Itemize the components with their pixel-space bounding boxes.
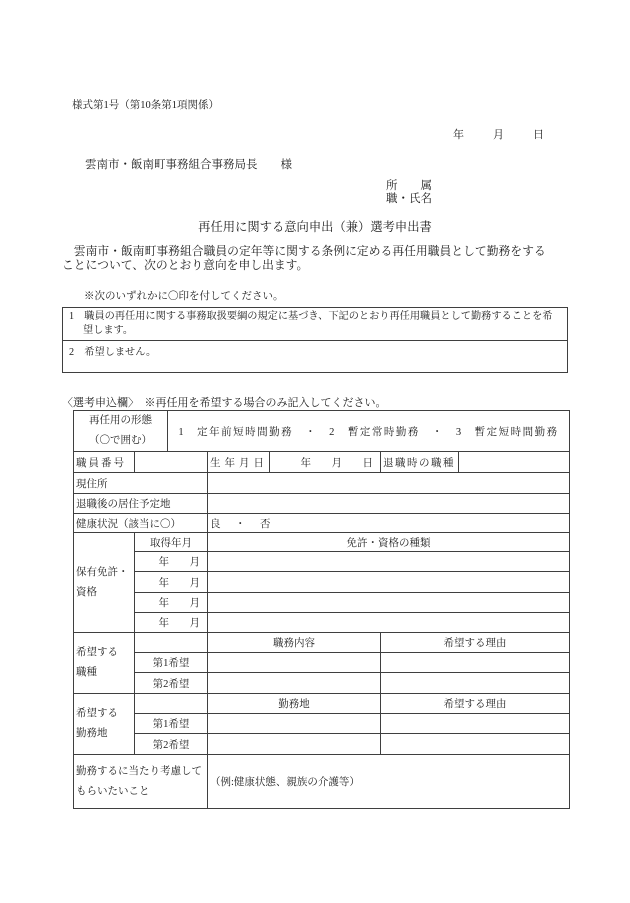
name-label: 職・氏名 xyxy=(386,192,432,205)
intention-options-box xyxy=(62,307,568,373)
row-license-1 xyxy=(74,552,570,572)
option1-line-2: 望します。 xyxy=(83,324,134,336)
option2-line: 2 希望しません。 xyxy=(69,347,157,358)
location-choice2-content-field xyxy=(208,734,381,755)
license-type-field-2 xyxy=(208,572,570,593)
option-wish-to-work xyxy=(63,308,567,341)
desired-location-label-line2: 勤務地 xyxy=(76,728,108,739)
licenses-label-line2: 資格 xyxy=(76,586,97,598)
considerations-label-line2: もらいたいこと xyxy=(76,785,150,797)
location-reason-label: 希望する理由 xyxy=(381,694,570,714)
desired-location-label xyxy=(74,694,135,755)
desired-job-label-line1: 希望する xyxy=(76,647,118,658)
row-post-retirement-address xyxy=(74,494,570,514)
job-choice2-label: 第2希望 xyxy=(135,673,208,694)
job-choice1-label: 第1希望 xyxy=(135,653,208,673)
job-reason-label: 希望する理由 xyxy=(381,633,570,653)
job-content-label: 職務内容 xyxy=(208,633,381,653)
location-content-label: 勤務地 xyxy=(208,694,381,714)
row-current-address xyxy=(74,473,570,494)
post-retirement-address-label: 退職後の居住予定地 xyxy=(74,494,208,514)
license-type-field-4 xyxy=(208,613,570,633)
row-license-4 xyxy=(74,613,570,633)
retirement-job-field xyxy=(459,452,570,473)
document-title: 再任用に関する意向申出（兼）選考申出書 xyxy=(198,220,432,234)
row-considerations xyxy=(74,755,570,809)
circle-instruction-note: ※次のいずれかに〇印を付してください。 xyxy=(84,291,284,302)
location-choice1-label: 第1希望 xyxy=(135,714,208,734)
reemployment-form-label-line2: （〇で囲む） xyxy=(89,435,152,446)
license-yearmonth-3: 年 月 xyxy=(135,593,208,613)
license-yearmonth-4: 年 月 xyxy=(135,613,208,633)
row-desired-job-choice2 xyxy=(74,673,570,694)
license-yearmonth-1: 年 月 xyxy=(135,552,208,572)
desired-location-spacer-cell xyxy=(135,694,208,714)
body-line-1: 雲南市・飯南町事務組合職員の定年等に関する条例に定める再任用職員として勤務をする xyxy=(62,244,546,258)
row-employee-info xyxy=(74,452,570,473)
employee-number-field xyxy=(135,452,208,473)
health-label: 健康状況（該当に〇） xyxy=(74,514,208,533)
reemployment-form-label xyxy=(74,411,168,452)
license-type-field-1 xyxy=(208,552,570,572)
post-retirement-address-field xyxy=(208,494,570,514)
option-do-not-wish xyxy=(63,341,567,372)
health-options: 良 ・ 否 xyxy=(208,514,570,533)
location-choice1-reason-field xyxy=(381,714,570,734)
location-choice1-content-field xyxy=(208,714,381,734)
addressee-line: 雲南市・飯南町事務組合事務局長 様 xyxy=(85,159,292,171)
desired-job-label xyxy=(74,633,135,694)
row-reemployment-form xyxy=(74,411,570,452)
reemployment-form-options: 1 定年前短時間勤務 ・ 2 暫定常時勤務 ・ 3 暫定短時間勤務 xyxy=(168,411,570,452)
considerations-label xyxy=(74,755,208,809)
considerations-label-line1: 勤務するに当たり考慮して xyxy=(76,765,202,777)
body-line-2: ことについて、次のとおり意向を申し出ます。 xyxy=(62,258,309,272)
affiliation-label: 所 属 xyxy=(386,180,432,192)
current-address-label: 現住所 xyxy=(74,473,208,494)
job-choice2-reason-field xyxy=(381,673,570,694)
row-health xyxy=(74,514,570,533)
row-desired-location-header xyxy=(74,694,570,714)
row-license-2 xyxy=(74,572,570,593)
row-desired-location-choice2 xyxy=(74,734,570,755)
license-acquired-label: 取得年月 xyxy=(135,533,208,552)
considerations-field: （例:健康状態、親族の介護等） xyxy=(208,755,570,809)
licenses-label xyxy=(74,533,135,633)
desired-job-label-line2: 職種 xyxy=(76,667,97,678)
row-license-header xyxy=(74,533,570,552)
license-yearmonth-2: 年 月 xyxy=(135,572,208,593)
signer-block xyxy=(386,180,432,205)
license-type-label: 免許・資格の種類 xyxy=(208,533,570,552)
birth-date-label: 生年月日 xyxy=(208,452,270,473)
desired-job-spacer-cell xyxy=(135,633,208,653)
desired-location-label-line1: 希望する xyxy=(76,708,118,719)
employee-number-label: 職員番号 xyxy=(74,452,135,473)
location-choice2-reason-field xyxy=(381,734,570,755)
body-paragraph xyxy=(62,244,568,272)
birth-date-field: 年 月 日 xyxy=(270,452,381,473)
current-address-field xyxy=(208,473,570,494)
form-number: 様式第1号（第10条第1項関係） xyxy=(72,100,219,111)
option1-line-1: 1 職員の再任用に関する事務取扱要綱の規定に基づき、下記のとおり再任用職員として勤務することを希 xyxy=(69,311,553,322)
row-desired-location-choice1 xyxy=(74,714,570,734)
row-desired-job-choice1 xyxy=(74,653,570,673)
location-choice2-label: 第2希望 xyxy=(135,734,208,755)
row-desired-job-header xyxy=(74,633,570,653)
job-choice1-content-field xyxy=(208,653,381,673)
selection-section-heading: 〈選考申込欄〉 ※再任用を希望する場合のみ記入してください。 xyxy=(62,397,387,409)
reemployment-form-label-line1: 再任用の形態 xyxy=(89,415,152,426)
selection-application-table xyxy=(73,410,570,809)
license-type-field-3 xyxy=(208,593,570,613)
date-line: 年 月 日 xyxy=(453,129,553,141)
row-license-3 xyxy=(74,593,570,613)
retirement-job-label: 退職時の職種 xyxy=(381,452,459,473)
job-choice2-content-field xyxy=(208,673,381,694)
licenses-label-line1: 保有免許・ xyxy=(76,566,129,578)
job-choice1-reason-field xyxy=(381,653,570,673)
